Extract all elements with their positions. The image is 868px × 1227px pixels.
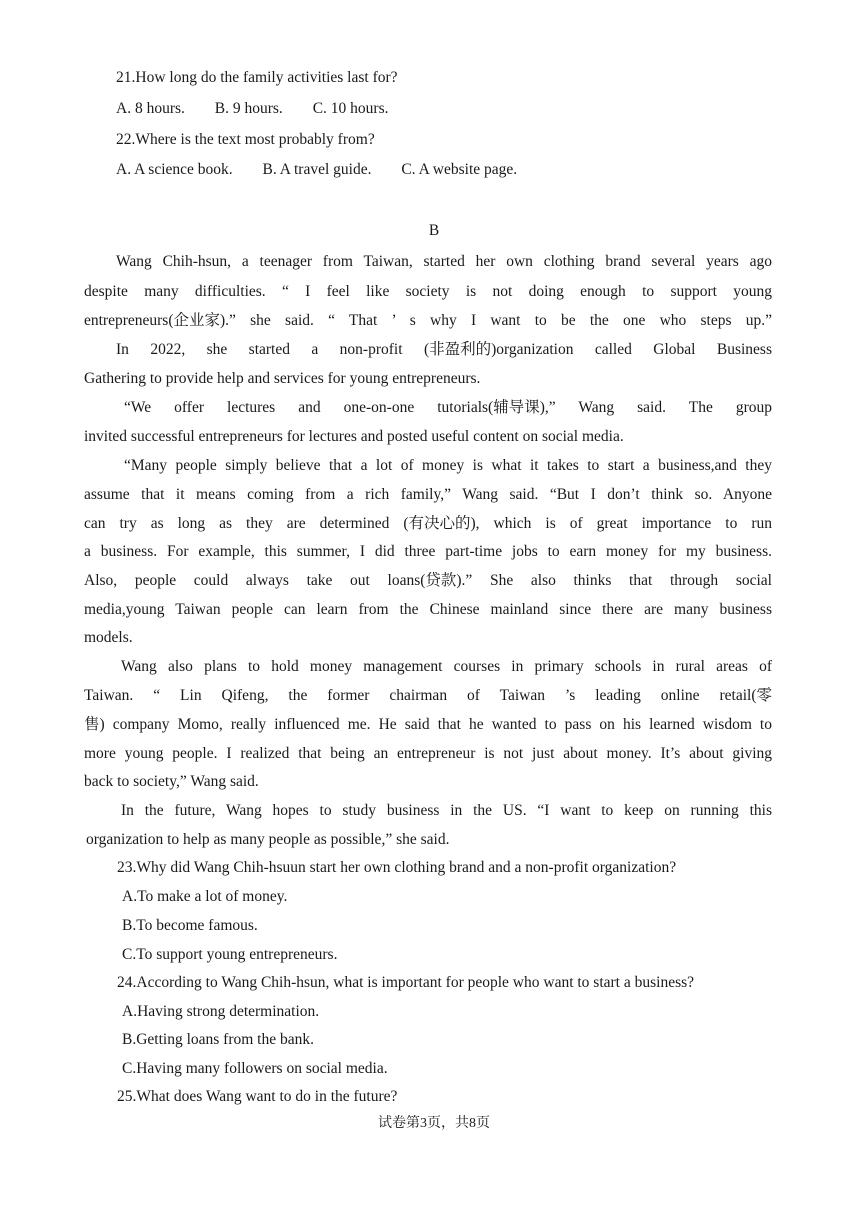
option-c: C. 10 hours. [312,100,389,117]
question-23-option-a: A.To make a lot of money. [122,888,288,905]
option-b: B. A travel guide. [262,161,372,178]
passage-line: Also, people could always take out loans(贷款).” She also thinks that through social [84,572,772,589]
question-24-option-c: C.Having many followers on social media. [122,1060,388,1077]
passage-line: more young people. I realized that being an entrepreneur is not just about money. It’s about giving [84,745,772,762]
passage-line: despite many difficulties. “ I feel like society is not doing enough to support young [84,283,772,300]
option-a: A. 8 hours. [116,100,185,117]
passage-line: “Many people simply believe that a lot of money is what it takes to start a business,and they [124,457,772,474]
question-21-stem: 21.How long do the family activities last for? [116,69,398,86]
question-24-stem: 24.According to Wang Chih-hsun, what is important for people who want to start a business? [117,974,695,991]
passage-line: In the future, Wang hopes to study business in the US. “I want to keep on running this [121,802,772,819]
passage-line: In 2022, she started a non-profit (非盈利的)organization called Global Business [116,341,772,358]
passage-line: models. [84,629,133,646]
passage-line: Wang also plans to hold money management courses in primary schools in rural areas of [121,658,772,675]
option-c: C. A website page. [401,161,518,178]
question-22-options [116,160,543,180]
question-23-stem: 23.Why did Wang Chih-hsuun start her own clothing brand and a non-profit organization? [117,859,677,876]
passage-line: invited successful entrepreneurs for lectures and posted useful content on social media. [84,428,624,445]
question-24-option-a: A.Having strong determination. [122,1003,320,1020]
question-23-option-b: B.To become famous. [122,917,258,934]
passage-line: Gathering to provide help and services for young entrepreneurs. [84,370,481,387]
question-22-stem: 22.Where is the text most probably from? [116,131,375,148]
option-b: B. 9 hours. [214,100,283,117]
question-25-stem: 25.What does Wang want to do in the future? [117,1088,398,1105]
passage-line: a business. For example, this summer, I did three part-time jobs to earn money for my business. [84,543,772,560]
question-21-options [116,99,414,119]
passage-line: organization to help as many people as possible,” she said. [86,831,450,848]
section-label: B [428,222,440,239]
passage-line: assume that it means coming from a rich family,” Wang said. “But I don’t think so. Anyone [84,486,772,503]
passage-line: 售) company Momo, really influenced me. He said that he wanted to pass on his learned wisdom to [84,716,772,733]
passage-line: back to society,” Wang said. [84,773,259,790]
passage-line: entrepreneurs(企业家).” she said. “ That ’ s why I want to be the one who steps up.” [84,312,772,329]
passage-line: Wang Chih-hsun, a teenager from Taiwan, started her own clothing brand several years ago [116,253,772,270]
passage-line: “We offer lectures and one-on-one tutorials(辅导课),” Wang said. The group [124,399,772,416]
page-footer: 试卷第3页，共8页 [378,1116,490,1131]
question-24-option-b: B.Getting loans from the bank. [122,1031,314,1048]
passage-line: Taiwan. “ Lin Qifeng, the former chairman of Taiwan ’s leading online retail(零 [84,687,772,704]
passage-line: can try as long as they are determined (有决心的), which is of great importance to run [84,515,772,532]
question-23-option-c: C.To support young entrepreneurs. [122,946,338,963]
option-a: A. A science book. [116,161,233,178]
passage-line: media,young Taiwan people can learn from the Chinese mainland since there are many business [84,601,772,618]
